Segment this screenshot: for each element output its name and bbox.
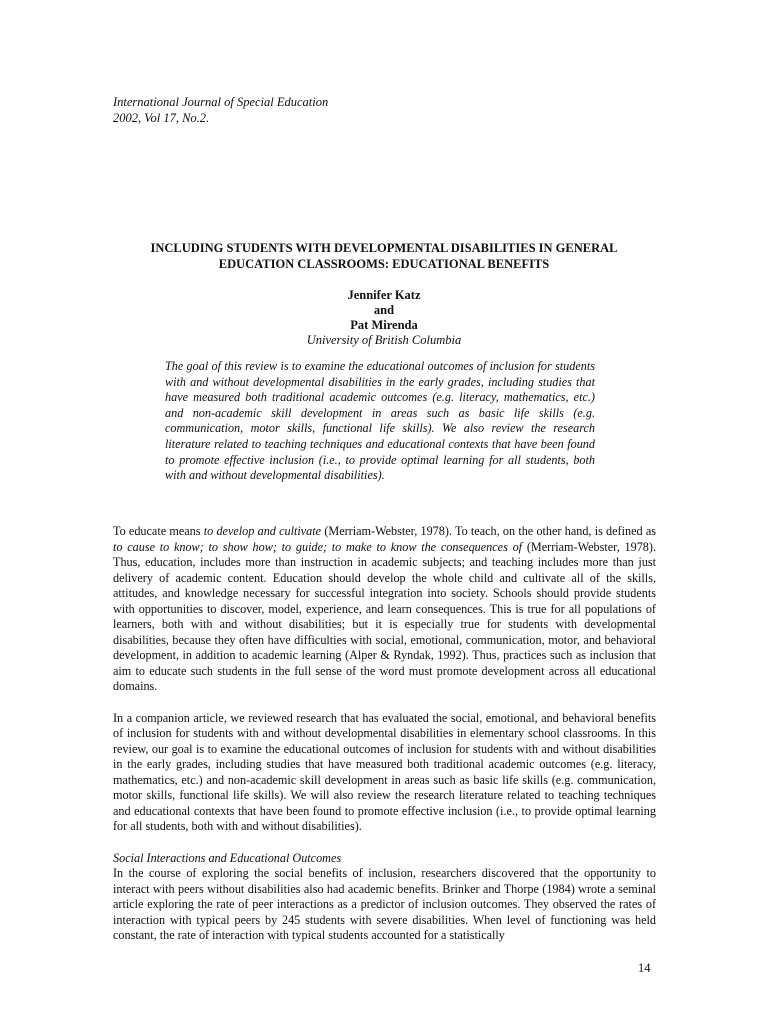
title-line-1: INCLUDING STUDENTS WITH DEVELOPMENTAL DISABILITIES IN GENERAL bbox=[150, 241, 618, 255]
body-paragraph bbox=[113, 524, 656, 695]
author-block bbox=[100, 288, 668, 348]
page-number: 14 bbox=[638, 961, 651, 975]
paragraph-text: To educate means bbox=[113, 524, 204, 538]
body-paragraph: In a companion article, we reviewed research that has evaluated the social, emotional, and behavioral benefits of inclusion for students with and without developmental disabilities in elementary school classrooms. In this review, our goal is to examine the educational outcomes of inclusion for students with and without disabilities in the early grades, including studies that have measured both traditional academic outcomes (e.g. literacy, mathematics, etc.) and non-academic skill development in areas such as basic life skills (e.g. communication, motor skills, functional life skills). We will also review the research literature related to teaching techniques and educational contexts that have been found to promote effective inclusion (i.e., to provide optimal learning for all students, both with and without disabilities). bbox=[113, 710, 656, 833]
section bbox=[113, 851, 656, 944]
section-heading: Social Interactions and Educational Outcomes bbox=[113, 850, 342, 865]
title-line-2: EDUCATION CLASSROOMS: EDUCATIONAL BENEFITS bbox=[218, 257, 550, 271]
paragraph-text: (Merriam-Webster, 1978). Thus, education, includes more than instruction in academic subjects; and teaching includes more than just delivery of academic content. Education should develop the whole child and cultivate all of the skills, attitudes, and knowledge necessary for successful integration into society. Schools should provide students with opportunities to discover, model, experience, and learn consequences. This is true for all populations of learners, both with and without disabilities; but it is especially true for students with developmental disabilities, because they often have difficulties with social, emotional, communication, motor, and behavioral development, in addition to academic learning (Alper & Ryndak, 1992). Thus, practices such as inclusion that aim to educate such students in the full sense of the word must promote development across all educational domains. bbox=[113, 539, 657, 693]
author-name: Jennifer Katz bbox=[347, 288, 421, 302]
abstract: The goal of this review is to examine the educational outcomes of inclusion for students with and without developmental disabilities in the early grades, including studies that have measured both traditional academic outcomes (e.g. literacy, mathematics, etc.) and non-academic skill development in areas such as basic life skills (e.g. communication, motor skills, functional life skills). We also review the research literature related to teaching techniques and educational contexts that have been found to promote effective inclusion (i.e., to provide optimal learning for all students, both with and without developmental disabilities). bbox=[165, 359, 595, 483]
article-body bbox=[113, 524, 656, 944]
paragraph-text: (Merriam-Webster, 1978). To teach, on the other hand, is defined as bbox=[321, 524, 656, 538]
section-text: In the course of exploring the social benefits of inclusion, researchers discovered that the opportunity to interact with peers without disabilities also had academic benefits. Brinker and Thorpe (1984) wrote a seminal article exploring the rate of peer interactions as a predictor of inclusion outcomes. They observed the rates of interaction with typical peers by 245 students with severe disabilities. When level of functioning was held constant, the rate of interaction with typical students accounted for a statistically bbox=[113, 866, 656, 942]
emphasis-text: to cause to know; to show how; to guide; to make to know the consequences of bbox=[113, 539, 523, 554]
author-affiliation: University of British Columbia bbox=[306, 333, 462, 347]
emphasis-text: to develop and cultivate bbox=[203, 524, 322, 538]
author-name: Pat Mirenda bbox=[350, 318, 418, 332]
article-title bbox=[100, 240, 668, 272]
author-conjunction: and bbox=[373, 303, 395, 317]
journal-name: International Journal of Special Education bbox=[113, 95, 329, 109]
journal-issue: 2002, Vol 17, No.2. bbox=[113, 111, 210, 125]
journal-citation bbox=[113, 94, 328, 126]
